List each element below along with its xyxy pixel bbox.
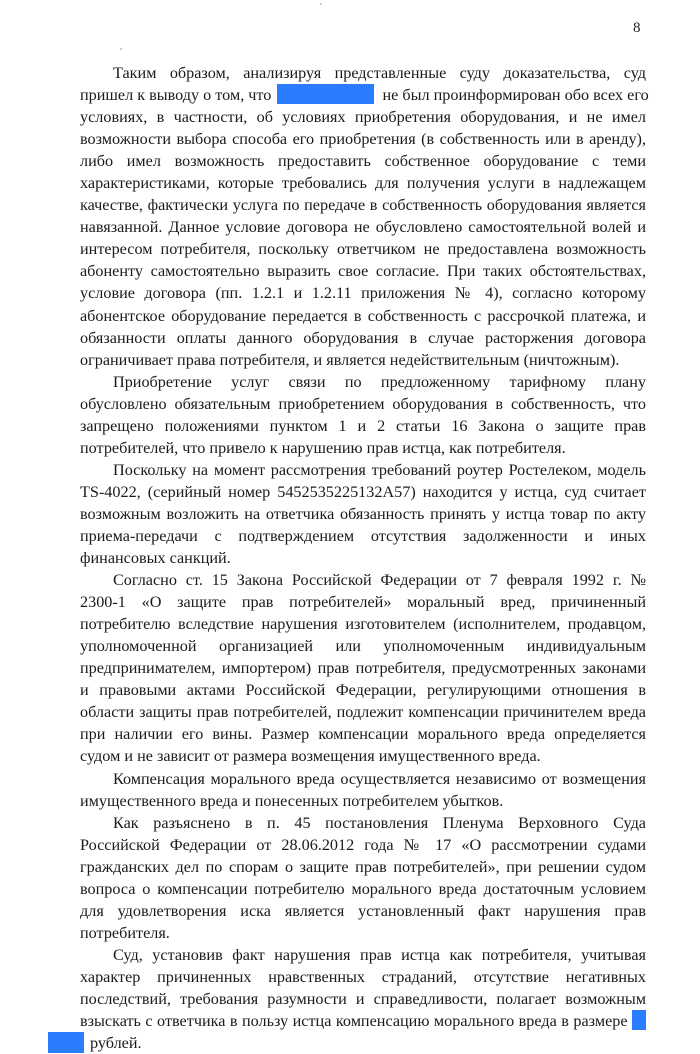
text-line <box>80 1010 646 1032</box>
text-line: Согласно ст. 15 Закона Российской Федерации от 7 февраля 1992 г. № <box>113 571 646 590</box>
text-line: и правовыми актами Российской Федерации, регулирующими отношения в <box>80 681 646 700</box>
text-line: качестве, фактически услуга по передаче в собственность оборудования является <box>80 196 646 215</box>
redacted-amount <box>632 1010 646 1030</box>
text-line: запрещено положениями пунктом 1 и 2 статьи 16 Закона о защите прав <box>80 416 646 435</box>
text-line: потребителей, что привело к нарушению прав истца, как потребителя. <box>80 438 566 457</box>
text-line: предпринимателем, импортером) прав потребителя, предусмотренных законами <box>80 659 646 678</box>
text-line: 2300-1 «О защите прав потребителей» моральный вред, причиненный <box>80 593 646 612</box>
text-line <box>80 1032 646 1054</box>
text-line: условие договора (пп. 1.2.1 и 1.2.11 приложения № 4), согласно которому <box>80 284 646 303</box>
paragraph-1 <box>80 62 649 371</box>
document-body <box>80 62 649 1054</box>
scan-speck <box>320 3 322 5</box>
text-line: характеристиками, которые требовались для получения услуги в надлежащем <box>80 174 646 193</box>
paragraph-6 <box>80 812 646 944</box>
text-line: при наличии его вины. Размер компенсации морального вреда определяется <box>80 725 646 744</box>
text-fragment: не был проинформирован обо всех его <box>382 86 649 105</box>
scan-speck <box>120 48 122 50</box>
text-line: финансовых санкций. <box>80 549 231 568</box>
text-line: потребителя. <box>80 923 170 942</box>
text-line: обязанности оплаты данного оборудования в случае расторжения договора <box>80 328 646 347</box>
text-line <box>80 84 649 106</box>
paragraph-4 <box>80 569 646 767</box>
text-fragment: взыскать с ответчика в пользу истца компенсацию морального вреда в размере <box>80 1012 628 1031</box>
text-line: Поскольку на момент рассмотрения требований роутер Ростелеком, модель <box>113 460 646 479</box>
text-line: последствий, требования разумности и справедливости, полагает возможным <box>80 989 646 1008</box>
text-line: Российской Федерации от 28.06.2012 года № 17 «О рассмотрении судами <box>80 835 646 854</box>
text-line: Приобретение услуг связи по предложенному тарифному плану <box>113 372 646 391</box>
page-number: 8 <box>633 20 641 36</box>
text-line: характер причиненных нравственных страданий, отсутствие негативных <box>80 967 646 986</box>
text-line: Суд, установив факт нарушения прав истца как потребителя, учитывая <box>113 945 646 964</box>
text-line: TS-4022, (серийный номер 5452535225132A57) находится у истца, суд считает <box>80 482 646 501</box>
text-line: потребителю вследствие нарушения изготовителем (исполнителем, продавцом, <box>80 615 646 634</box>
text-line: вопроса о компенсации потребителю морального вреда достаточным условием <box>80 879 646 898</box>
text-line: интересом потребителя, поскольку ответчиком не предоставлена возможность <box>80 240 646 259</box>
text-fragment: пришел к выводу о том, что <box>80 86 272 105</box>
text-line: абоненту самостоятельно выразить свое согласие. При таких обстоятельствах, <box>80 262 646 281</box>
text-line: для удовлетворения иска является установленный факт нарушения прав <box>80 901 646 920</box>
paragraph-5 <box>80 768 646 812</box>
text-line: либо имел возможность предоставить собственное оборудование с теми <box>80 152 646 171</box>
text-line: Как разъяснено в п. 45 постановления Пленума Верховного Суда <box>113 813 646 832</box>
text-line: гражданских дел по спорам о защите прав потребителей», при решении судом <box>80 857 646 876</box>
text-line: судом и не зависит от размера возмещения имущественного вреда. <box>80 747 541 766</box>
paragraph-2 <box>80 371 646 459</box>
text-line: Таким образом, анализируя представленные суду доказательства, суд <box>113 64 646 82</box>
text-line: обусловлено обязательным приобретением оборудования в собственность, что <box>80 394 646 413</box>
text-fragment: рублей. <box>90 1034 142 1053</box>
text-line: приема-передачи с подтверждением отсутствия задолженности и иных <box>80 526 646 545</box>
text-line: возможным возложить на ответчика обязанность принять у истца товар по акту <box>80 504 646 523</box>
redacted-amount <box>48 1032 84 1053</box>
text-line: ограничивает права потребителя, и является недействительным (ничтожным). <box>80 350 620 369</box>
text-line: Компенсация морального вреда осуществляется независимо от возмещения <box>113 769 646 788</box>
text-line: возможности выбора способа его приобретения (в собственность или в аренду), <box>80 130 646 149</box>
text-line: навязанной. Данное условие договора не обусловлено самостоятельной волей и <box>80 218 646 237</box>
text-line: уполномоченной организацией или уполномоченным индивидуальным <box>80 637 646 656</box>
paragraph-7 <box>80 944 646 1054</box>
paragraph-3 <box>80 459 646 569</box>
redacted-name <box>277 84 374 104</box>
text-line: имущественного вреда и понесенных потребителем убытков. <box>80 791 504 810</box>
text-line: области защиты прав потребителей, подлежит компенсации причинителем вреда <box>80 703 646 722</box>
text-line: условиях, в частности, об условиях приобретения оборудования, и не имел <box>80 108 646 127</box>
text-line: абонентское оборудование передается в собственность с рассрочкой платежа, и <box>80 306 646 325</box>
